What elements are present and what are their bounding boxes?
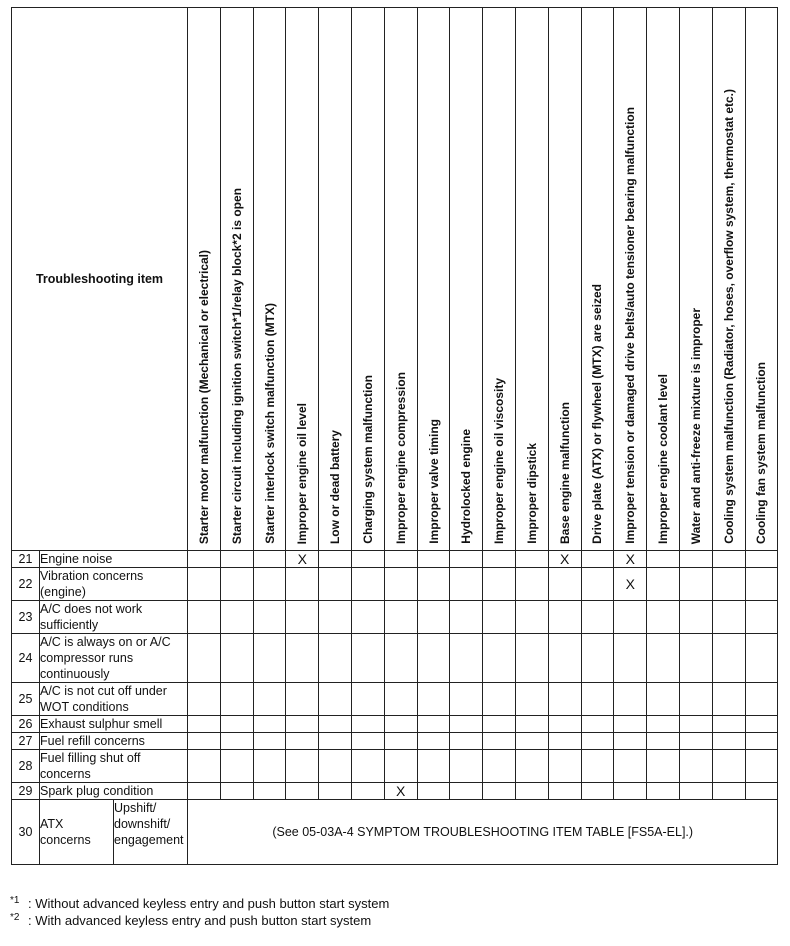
- column-header-label: Starter circuit including ignition switch*1/relay block*2 is open: [229, 187, 244, 544]
- mark-cell: [712, 551, 745, 568]
- mark-cell: [384, 716, 417, 733]
- column-header-label: Improper tension or damaged drive belts/auto tensioner bearing malfunction: [623, 107, 638, 544]
- mark-cell: [384, 568, 417, 601]
- mark-cell: [516, 783, 549, 800]
- mark-cell: [745, 683, 778, 716]
- mark-cell: [417, 716, 450, 733]
- mark-cell: [679, 568, 712, 601]
- mark-cell: [745, 634, 778, 683]
- mark-cell: [384, 634, 417, 683]
- mark-cell: [253, 733, 286, 750]
- mark-cell: [352, 733, 385, 750]
- mark-cell: [516, 601, 549, 634]
- mark-cell: [450, 783, 483, 800]
- footnote-2: [10, 912, 389, 929]
- mark-cell: [253, 683, 286, 716]
- mark-cell: [679, 750, 712, 783]
- column-header: [220, 8, 253, 551]
- column-header: [614, 8, 647, 551]
- mark-cell: [614, 750, 647, 783]
- mark-cell: [516, 551, 549, 568]
- mark-cell: [516, 716, 549, 733]
- mark-cell: [319, 750, 352, 783]
- row-number: 28: [12, 750, 40, 783]
- mark-cell: [417, 568, 450, 601]
- mark-cell: [745, 551, 778, 568]
- mark-cell: [188, 683, 221, 716]
- mark-cell: [647, 783, 680, 800]
- mark-cell: [450, 733, 483, 750]
- footnotes: [10, 895, 389, 929]
- mark-cell: [220, 716, 253, 733]
- mark-cell: [712, 568, 745, 601]
- mark-cell: [712, 750, 745, 783]
- troubleshooting-table: [11, 7, 778, 865]
- footnote-mark: *1: [10, 895, 20, 906]
- mark-cell: [581, 601, 614, 634]
- row-number: 24: [12, 634, 40, 683]
- mark-cell: [712, 733, 745, 750]
- mark-cell: [450, 634, 483, 683]
- column-header: [647, 8, 680, 551]
- mark-cell: [253, 551, 286, 568]
- mark-cell: [384, 601, 417, 634]
- mark-cell: [319, 716, 352, 733]
- column-header-label: Water and anti-freeze mixture is improper: [688, 307, 703, 544]
- mark-cell: [286, 601, 319, 634]
- mark-cell: [417, 551, 450, 568]
- mark-cell: [614, 783, 647, 800]
- mark-cell: [679, 716, 712, 733]
- mark-cell: [548, 601, 581, 634]
- table-row: [12, 568, 778, 601]
- mark-cell: [253, 634, 286, 683]
- footnote-text: : With advanced keyless entry and push button start system: [28, 913, 372, 928]
- mark-cell: [384, 551, 417, 568]
- mark-cell: [384, 733, 417, 750]
- mark-cell: [516, 568, 549, 601]
- mark-cell: [352, 601, 385, 634]
- symptom-item: Spark plug condition: [40, 783, 188, 800]
- mark-cell: [220, 783, 253, 800]
- column-header-label: Improper engine coolant level: [656, 373, 671, 544]
- mark-cell: [319, 568, 352, 601]
- column-header: [450, 8, 483, 551]
- footnote-1: [10, 895, 389, 912]
- row-number: 26: [12, 716, 40, 733]
- mark-cell: [581, 551, 614, 568]
- mark-cell: [483, 568, 516, 601]
- column-header-label: Starter motor malfunction (Mechanical or electrical): [196, 249, 211, 544]
- column-header: [384, 8, 417, 551]
- mark-cell: [220, 634, 253, 683]
- symptom-item: Vibration concerns (engine): [40, 568, 188, 601]
- mark-cell: [614, 683, 647, 716]
- column-header: [319, 8, 352, 551]
- mark-cell: [417, 733, 450, 750]
- mark-cell: [286, 634, 319, 683]
- mark-cell: [679, 551, 712, 568]
- mark-cell: [483, 750, 516, 783]
- symptom-item: Engine noise: [40, 551, 188, 568]
- footnote-mark: *2: [10, 912, 20, 923]
- mark-cell: [253, 568, 286, 601]
- mark-cell: [679, 601, 712, 634]
- symptom-item: Fuel filling shut off concerns: [40, 750, 188, 783]
- mark-cell: [188, 750, 221, 783]
- mark-cell: [647, 568, 680, 601]
- mark-cell: [188, 733, 221, 750]
- row-number: 21: [12, 551, 40, 568]
- mark-cell: [417, 683, 450, 716]
- symptom-item: Exhaust sulphur smell: [40, 716, 188, 733]
- column-header-label: Cooling fan system malfunction: [754, 361, 769, 544]
- mark-cell: X: [614, 551, 647, 568]
- mark-cell: X: [286, 551, 319, 568]
- mark-cell: [581, 750, 614, 783]
- mark-cell: [286, 733, 319, 750]
- mark-cell: [483, 551, 516, 568]
- mark-cell: [450, 716, 483, 733]
- mark-cell: [286, 568, 319, 601]
- column-header-label: Cooling system malfunction (Radiator, hoses, overflow system, thermostat etc.): [721, 89, 736, 544]
- mark-cell: [417, 783, 450, 800]
- mark-cell: [286, 683, 319, 716]
- header-row: [12, 8, 778, 551]
- column-header-label: Improper engine oil level: [295, 402, 310, 544]
- footnote-text: : Without advanced keyless entry and push button start system: [28, 896, 390, 911]
- mark-cell: [220, 551, 253, 568]
- mark-cell: [647, 750, 680, 783]
- mark-cell: [548, 716, 581, 733]
- mark-cell: [516, 733, 549, 750]
- mark-cell: [483, 683, 516, 716]
- mark-cell: [614, 634, 647, 683]
- mark-cell: [319, 733, 352, 750]
- column-header: [745, 8, 778, 551]
- mark-cell: [516, 683, 549, 716]
- mark-cell: [581, 716, 614, 733]
- table-row: [12, 716, 778, 733]
- mark-cell: [516, 750, 549, 783]
- mark-cell: [188, 551, 221, 568]
- troubleshooting-item-header: Troubleshooting item: [12, 8, 188, 551]
- mark-cell: [319, 634, 352, 683]
- column-header-label: Low or dead battery: [328, 429, 343, 544]
- column-header: [188, 8, 221, 551]
- column-header: [286, 8, 319, 551]
- symptom-item: Fuel refill concerns: [40, 733, 188, 750]
- column-header: [712, 8, 745, 551]
- mark-cell: [614, 733, 647, 750]
- mark-cell: [581, 783, 614, 800]
- mark-cell: [712, 634, 745, 683]
- mark-cell: [188, 716, 221, 733]
- row-number: 30: [12, 800, 40, 865]
- mark-cell: [647, 716, 680, 733]
- mark-cell: [483, 783, 516, 800]
- row-number: 29: [12, 783, 40, 800]
- mark-cell: [417, 601, 450, 634]
- column-header-label: Starter interlock switch malfunction (MTX): [262, 303, 277, 544]
- column-header-label: Improper engine oil viscosity: [492, 377, 507, 544]
- mark-cell: [352, 568, 385, 601]
- mark-cell: [352, 716, 385, 733]
- column-header: [253, 8, 286, 551]
- mark-cell: [220, 568, 253, 601]
- row-number: 27: [12, 733, 40, 750]
- mark-cell: [319, 551, 352, 568]
- table-row: [12, 683, 778, 716]
- mark-cell: [548, 634, 581, 683]
- mark-cell: [384, 750, 417, 783]
- troubleshooting-table-container: [11, 7, 778, 865]
- mark-cell: [220, 601, 253, 634]
- symptom-item: ATX concerns: [40, 800, 114, 865]
- mark-cell: [450, 568, 483, 601]
- mark-cell: [352, 634, 385, 683]
- mark-cell: X: [614, 568, 647, 601]
- column-header: [417, 8, 450, 551]
- table-body: [12, 551, 778, 865]
- mark-cell: [516, 634, 549, 683]
- mark-cell: [450, 750, 483, 783]
- mark-cell: [548, 683, 581, 716]
- mark-cell: [647, 683, 680, 716]
- column-header-label: Hydrolocked engine: [459, 429, 474, 544]
- mark-cell: [319, 683, 352, 716]
- symptom-subitem: Upshift/ downshift/ engagement: [114, 800, 188, 865]
- mark-cell: [679, 783, 712, 800]
- table-row: [12, 634, 778, 683]
- table-row: [12, 551, 778, 568]
- mark-cell: [548, 568, 581, 601]
- mark-cell: [319, 783, 352, 800]
- column-header: [483, 8, 516, 551]
- mark-cell: [384, 683, 417, 716]
- mark-cell: [220, 750, 253, 783]
- mark-cell: [647, 601, 680, 634]
- mark-cell: [188, 601, 221, 634]
- mark-cell: [483, 601, 516, 634]
- column-header: [679, 8, 712, 551]
- mark-cell: [548, 733, 581, 750]
- mark-cell: [745, 716, 778, 733]
- mark-cell: [745, 568, 778, 601]
- mark-cell: [220, 733, 253, 750]
- mark-cell: [352, 750, 385, 783]
- mark-cell: [679, 683, 712, 716]
- mark-cell: [712, 683, 745, 716]
- mark-cell: [319, 601, 352, 634]
- mark-cell: [417, 634, 450, 683]
- mark-cell: [483, 716, 516, 733]
- column-header: [352, 8, 385, 551]
- row-number: 25: [12, 683, 40, 716]
- reference-note: (See 05-03A-4 SYMPTOM TROUBLESHOOTING ITEM TABLE [FS5A-EL].): [188, 800, 778, 865]
- mark-cell: [286, 750, 319, 783]
- column-header-label: Improper valve timing: [426, 419, 441, 544]
- table-row: [12, 800, 778, 865]
- table-row: [12, 601, 778, 634]
- mark-cell: [417, 750, 450, 783]
- column-header: [516, 8, 549, 551]
- column-header-label: Improper dipstick: [524, 443, 539, 544]
- mark-cell: [188, 783, 221, 800]
- mark-cell: [286, 716, 319, 733]
- mark-cell: [483, 634, 516, 683]
- mark-cell: [647, 634, 680, 683]
- mark-cell: [745, 601, 778, 634]
- mark-cell: X: [384, 783, 417, 800]
- mark-cell: [450, 683, 483, 716]
- mark-cell: [188, 634, 221, 683]
- mark-cell: [352, 551, 385, 568]
- mark-cell: [450, 601, 483, 634]
- mark-cell: [352, 683, 385, 716]
- mark-cell: [188, 568, 221, 601]
- mark-cell: [548, 750, 581, 783]
- mark-cell: [581, 733, 614, 750]
- mark-cell: [581, 683, 614, 716]
- column-header: [581, 8, 614, 551]
- mark-cell: [614, 716, 647, 733]
- mark-cell: [286, 783, 319, 800]
- mark-cell: [450, 551, 483, 568]
- mark-cell: [679, 634, 712, 683]
- mark-cell: [712, 783, 745, 800]
- table-row: [12, 783, 778, 800]
- symptom-item: A/C does not work sufficiently: [40, 601, 188, 634]
- symptom-item: A/C is always on or A/C compressor runs continuously: [40, 634, 188, 683]
- mark-cell: [745, 750, 778, 783]
- mark-cell: [712, 601, 745, 634]
- table-row: [12, 750, 778, 783]
- mark-cell: [483, 733, 516, 750]
- mark-cell: [548, 783, 581, 800]
- mark-cell: [712, 716, 745, 733]
- column-header: [548, 8, 581, 551]
- column-header-label: Improper engine compression: [393, 371, 408, 544]
- mark-cell: [253, 716, 286, 733]
- mark-cell: [253, 783, 286, 800]
- mark-cell: [253, 750, 286, 783]
- table-row: [12, 733, 778, 750]
- mark-cell: [745, 733, 778, 750]
- mark-cell: [352, 783, 385, 800]
- mark-cell: [220, 683, 253, 716]
- row-number: 22: [12, 568, 40, 601]
- mark-cell: [253, 601, 286, 634]
- mark-cell: [581, 568, 614, 601]
- mark-cell: X: [548, 551, 581, 568]
- column-header-label: Drive plate (ATX) or flywheel (MTX) are seized: [590, 284, 605, 544]
- mark-cell: [581, 634, 614, 683]
- mark-cell: [745, 783, 778, 800]
- column-header-label: Charging system malfunction: [360, 375, 375, 544]
- symptom-item: A/C is not cut off under WOT conditions: [40, 683, 188, 716]
- mark-cell: [614, 601, 647, 634]
- mark-cell: [647, 551, 680, 568]
- mark-cell: [679, 733, 712, 750]
- mark-cell: [647, 733, 680, 750]
- row-number: 23: [12, 601, 40, 634]
- column-header-label: Base engine malfunction: [557, 401, 572, 544]
